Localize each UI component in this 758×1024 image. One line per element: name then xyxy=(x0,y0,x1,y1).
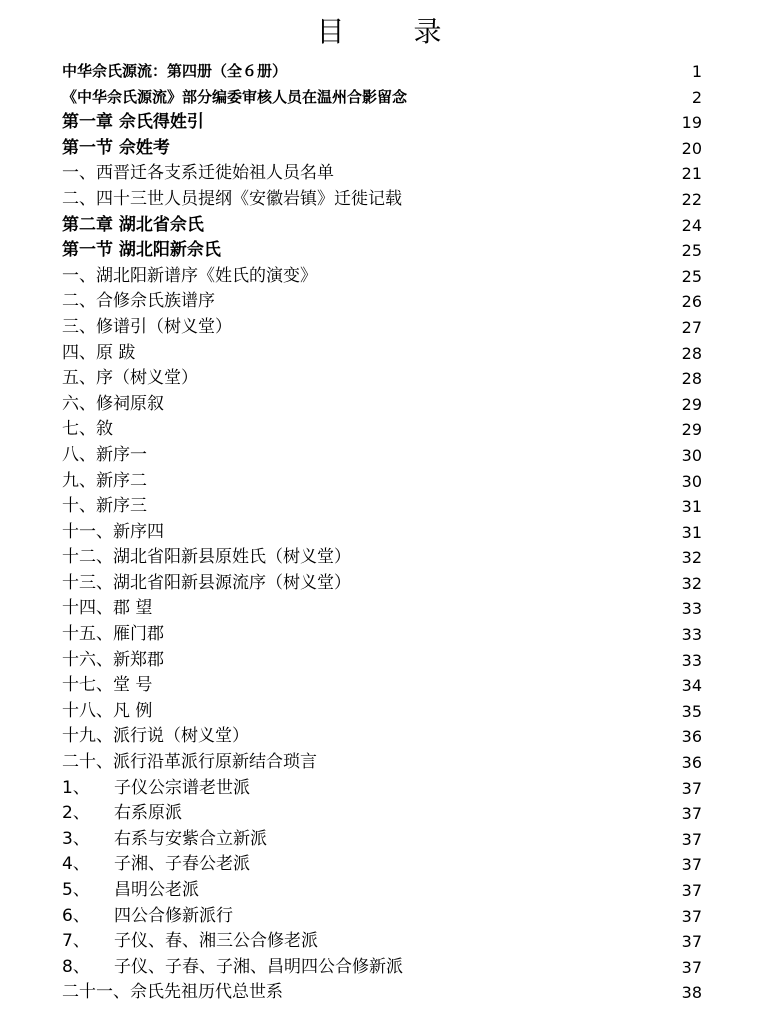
toc-entry-number: 6、 xyxy=(62,905,90,926)
toc-entry-label xyxy=(62,801,182,827)
toc-entry-page-number: 37 xyxy=(681,829,702,849)
table-of-contents xyxy=(62,59,702,1006)
toc-entry-page-number: 29 xyxy=(681,394,702,414)
toc-entry-label xyxy=(62,904,233,930)
toc-entry-label: 十六、新郑郡 xyxy=(62,649,164,670)
toc-entry[interactable] xyxy=(62,801,702,827)
toc-entry[interactable] xyxy=(62,904,702,930)
toc-entry-page-number: 31 xyxy=(681,497,702,517)
toc-entry-label: 十八、凡 例 xyxy=(62,700,153,721)
toc-entry-page-number: 37 xyxy=(681,855,702,875)
toc-entry-label: 五、序（树义堂） xyxy=(62,368,198,389)
toc-entry-page-number: 37 xyxy=(681,957,702,977)
toc-entry-label: 十五、雁门郡 xyxy=(62,624,164,645)
toc-entry-label: 一、湖北阳新谱序《姓氏的演变》 xyxy=(62,265,317,286)
toc-entry[interactable] xyxy=(62,289,702,315)
toc-entry[interactable] xyxy=(62,417,702,443)
toc-entry-page-number: 35 xyxy=(681,701,702,721)
toc-entry-page-number: 32 xyxy=(681,573,702,593)
toc-entry[interactable] xyxy=(62,59,702,85)
toc-entry[interactable] xyxy=(62,724,702,750)
toc-entry-page-number: 37 xyxy=(681,778,702,798)
toc-entry-page-number: 26 xyxy=(681,292,702,312)
toc-entry-page-number: 36 xyxy=(681,753,702,773)
toc-entry[interactable] xyxy=(62,750,702,776)
toc-entry-text: 子仪、春、湘三公合修老派 xyxy=(114,931,318,952)
toc-entry-page-number: 28 xyxy=(681,343,702,363)
toc-entry-number: 1、 xyxy=(62,777,90,798)
toc-entry-label xyxy=(62,955,403,981)
toc-entry-label: 七、敘 xyxy=(62,419,113,440)
toc-entry-label xyxy=(62,852,250,878)
toc-entry-page-number: 31 xyxy=(681,522,702,542)
toc-entry-page-number: 37 xyxy=(681,906,702,926)
toc-entry-number: 7、 xyxy=(62,931,90,952)
toc-entry-label: 九、新序二 xyxy=(62,470,147,491)
toc-entry[interactable] xyxy=(62,264,702,290)
toc-entry-number: 3、 xyxy=(62,828,90,849)
toc-entry-page-number: 34 xyxy=(681,676,702,696)
toc-entry-label: 《中华佘氏源流》部分编委审核人员在温州合影留念 xyxy=(62,87,408,106)
toc-entry-page-number: 30 xyxy=(681,471,702,491)
toc-entry-page-number: 25 xyxy=(681,266,702,286)
toc-entry-label: 二十、派行沿革派行原新结合琐言 xyxy=(62,752,317,773)
toc-entry-page-number: 29 xyxy=(681,420,702,440)
toc-entry-label: 四、原 跋 xyxy=(62,342,136,363)
page-title: 目 录 xyxy=(316,15,472,48)
toc-entry[interactable] xyxy=(62,136,702,162)
toc-entry[interactable] xyxy=(62,520,702,546)
toc-entry-page-number: 21 xyxy=(681,164,702,184)
toc-entry-label: 第一节 佘姓考 xyxy=(62,137,170,158)
toc-entry[interactable] xyxy=(62,392,702,418)
toc-entry-label: 六、修祠原叙 xyxy=(62,393,164,414)
toc-entry-page-number: 36 xyxy=(681,727,702,747)
toc-entry-page-number: 37 xyxy=(681,881,702,900)
toc-entry[interactable] xyxy=(62,469,702,495)
toc-entry-label: 一、西晋迁各支系迁徙始祖人员名单 xyxy=(62,163,334,184)
toc-entry-label: 十一、新序四 xyxy=(62,521,164,542)
toc-entry-page-number: 27 xyxy=(681,317,702,337)
toc-entry-text: 四公合修新派行 xyxy=(114,905,233,926)
toc-entry[interactable] xyxy=(62,341,702,367)
toc-entry-label xyxy=(62,878,199,904)
toc-entry-text: 子仪公宗谱老世派 xyxy=(114,777,250,798)
toc-entry-page-number: 33 xyxy=(681,650,702,670)
toc-entry[interactable] xyxy=(62,545,702,571)
toc-entry[interactable] xyxy=(62,955,702,981)
toc-entry[interactable] xyxy=(62,315,702,341)
toc-entry-label: 十七、堂 号 xyxy=(62,675,153,696)
toc-entry[interactable] xyxy=(62,699,702,725)
toc-entry[interactable] xyxy=(62,673,702,699)
toc-entry-label: 二、合修佘氏族谱序 xyxy=(62,291,215,312)
toc-entry-number: 4、 xyxy=(62,854,90,875)
toc-entry-number: 8、 xyxy=(62,956,90,977)
toc-entry-label: 第一章 佘氏得姓引 xyxy=(62,112,204,133)
toc-entry[interactable] xyxy=(62,827,702,853)
toc-entry-number: 2、 xyxy=(62,803,90,824)
toc-entry[interactable] xyxy=(62,238,702,264)
toc-entry-page-number: 32 xyxy=(681,548,702,568)
toc-entry-text: 子湘、子春公老派 xyxy=(114,854,250,875)
toc-entry-page-number: 25 xyxy=(681,241,702,261)
toc-entry-page-number: 1 xyxy=(691,62,702,81)
toc-entry-label: 十四、郡 望 xyxy=(62,598,153,619)
toc-entry[interactable] xyxy=(62,596,702,622)
toc-entry-page-number: 19 xyxy=(681,113,702,133)
toc-entry[interactable] xyxy=(62,852,702,878)
toc-entry[interactable] xyxy=(62,776,702,802)
toc-entry-label xyxy=(62,776,250,802)
toc-entry-page-number: 20 xyxy=(681,138,702,158)
toc-entry[interactable] xyxy=(62,85,702,111)
toc-entry-page-number: 33 xyxy=(681,599,702,619)
toc-entry-text: 右系原派 xyxy=(114,803,182,824)
toc-entry-page-number: 2 xyxy=(691,87,702,107)
toc-entry[interactable] xyxy=(62,187,702,213)
toc-entry-label: 第一节 湖北阳新佘氏 xyxy=(62,240,221,261)
toc-entry-label: 十三、湖北省阳新县源流序（树义堂） xyxy=(62,572,351,593)
toc-entry[interactable] xyxy=(62,366,702,392)
toc-entry-page-number: 38 xyxy=(681,983,702,1003)
toc-entry-text: 子仪、子春、子湘、昌明四公合修新派 xyxy=(114,956,403,977)
toc-entry-page-number: 28 xyxy=(681,369,702,389)
toc-entry-label: 二十一、佘氏先祖历代总世系 xyxy=(62,982,283,1003)
toc-entry[interactable] xyxy=(62,443,702,469)
toc-entry[interactable] xyxy=(62,110,702,136)
toc-entry[interactable] xyxy=(62,648,702,674)
toc-entry[interactable] xyxy=(62,213,702,239)
toc-entry-label: 八、新序一 xyxy=(62,444,147,465)
toc-entry-label: 十二、湖北省阳新县原姓氏（树义堂） xyxy=(62,547,351,568)
toc-entry-label: 二、四十三世人员提纲《安徽岩镇》迁徙记载 xyxy=(62,188,402,209)
toc-entry-page-number: 37 xyxy=(681,804,702,824)
toc-entry-text: 右系与安紫合立新派 xyxy=(114,828,267,849)
toc-entry[interactable] xyxy=(62,980,702,1006)
toc-entry[interactable] xyxy=(62,571,702,597)
toc-entry-label: 三、修谱引（树义堂） xyxy=(62,316,232,337)
toc-entry-label: 中华佘氏源流：第四册（全６册） xyxy=(62,62,288,80)
toc-entry-page-number: 22 xyxy=(681,189,702,209)
toc-entry-page-number: 37 xyxy=(681,932,702,952)
toc-entry-page-number: 33 xyxy=(681,625,702,645)
toc-entry-label xyxy=(62,827,267,853)
toc-entry-label: 十九、派行说（树义堂） xyxy=(62,726,249,747)
toc-entry-number: 5、 xyxy=(62,880,90,900)
toc-entry[interactable] xyxy=(62,622,702,648)
toc-entry[interactable] xyxy=(62,929,702,955)
toc-entry-label: 第二章 湖北省佘氏 xyxy=(62,214,204,235)
toc-entry-page-number: 24 xyxy=(681,215,702,235)
toc-entry[interactable] xyxy=(62,161,702,187)
toc-entry-label: 十、新序三 xyxy=(62,496,147,517)
toc-entry-page-number: 30 xyxy=(681,445,702,465)
toc-entry[interactable] xyxy=(62,494,702,520)
toc-entry[interactable] xyxy=(62,878,702,904)
toc-entry-label xyxy=(62,929,318,955)
toc-entry-text: 昌明公老派 xyxy=(114,880,199,900)
